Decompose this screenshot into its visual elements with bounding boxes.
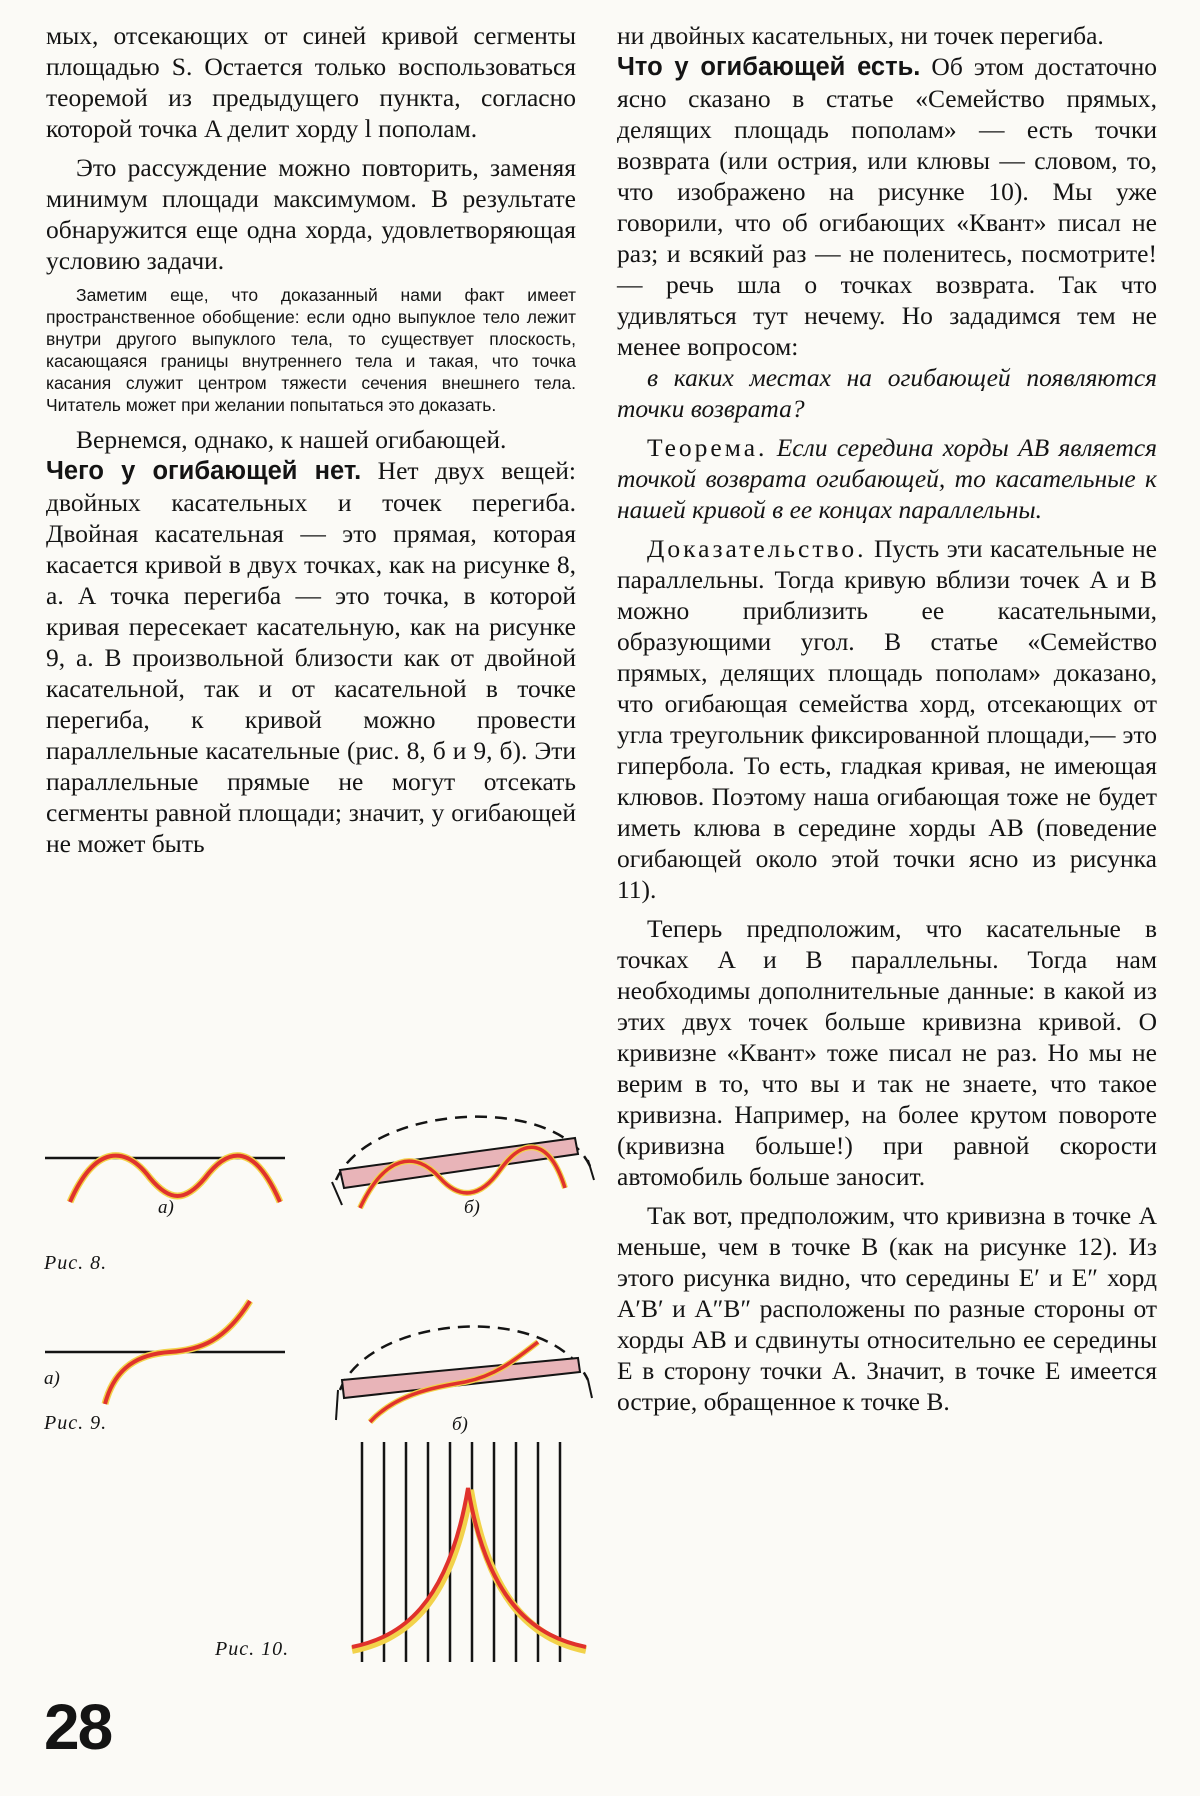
right-paragraph-7: Так вот, предположим, что кривизна в точке A меньше, чем в точке B (как на рисунке 12). Из этого рисунка видно, что середины E′ и E″ хорд A′B′ и A″B″ расположены по разные стороны от хорды AB и сдвинуты относительно ее середины E в сторону точки A. Значит, в точке E имеется острие, обращенное к точке B. bbox=[617, 1201, 1157, 1416]
fig9-a-label: а) bbox=[44, 1368, 60, 1389]
page-number: 28 bbox=[44, 1691, 112, 1763]
right-paragraph-1: ни двойных касательных, ни точек перегиба. bbox=[617, 21, 1104, 50]
fig9-b-label: б) bbox=[452, 1414, 468, 1435]
left-paragraph-2: Это рассуждение можно повторить, заменяя минимум площади максимумом. В результате обнаружится еще одна хорда, удовлетворяющая условию задачи. bbox=[46, 153, 576, 275]
proof-text: Пусть эти касательные не параллельны. Тогда кривую вблизи точек A и B можно приблизить ее касательными, образующими угол. В статье «Семейство прямых, делящих площадь пополам» доказано, что огибающая семейства хорд, отсекающих от угла треугольник фиксированной площади,— это гипербола. То есть, гладкая кривая, не имеющая клювов. Поэтому наша огибающая тоже не будет иметь клюва в середине хорды AB (поведение огибающей около этой точки ясно из рисунка 11). bbox=[617, 534, 1157, 904]
figure-8a bbox=[40, 1140, 300, 1240]
theorem-label: Теорема. bbox=[647, 433, 768, 462]
right-paragraph-2 bbox=[617, 51, 1157, 362]
band bbox=[342, 1358, 580, 1398]
arc-chord bbox=[336, 1390, 338, 1420]
proof-paragraph bbox=[617, 533, 1157, 905]
arc-chord-right bbox=[588, 1380, 592, 1398]
section-heading-no: Чего у огибающей нет. bbox=[46, 457, 362, 485]
theorem-paragraph bbox=[617, 432, 1157, 525]
theorem-text: Если середина хорды AB является точкой возврата огибающей, то касательные к нашей кривой в ее концах параллельны. bbox=[617, 433, 1157, 524]
fig8-caption: Рис. 8. bbox=[44, 1252, 108, 1274]
right-paragraph-2-text: Об этом достаточно ясно сказано в статье «Семейство прямых, делящих площадь пополам» — есть точки возврата (или острия, или клювы — словом, то, что изображено на рисунке 10). Мы уже говорили, что об огибающих «Квант» писал не раз; и всякий раз — не поленитесь, посмотрите! — речь шла о точках возврата. Так что удивляться тут нечему. Но зададимся тем не менее вопросом: bbox=[617, 52, 1157, 361]
right-column bbox=[617, 20, 1157, 1417]
figure-8b bbox=[330, 1110, 595, 1220]
section-heading-yes: Что у огибающей есть. bbox=[617, 53, 921, 81]
figure-9a bbox=[40, 1296, 300, 1406]
fig8-a-label: а) bbox=[158, 1197, 174, 1218]
left-paragraph-1: мых, отсекающих от синей кривой сегменты площадью S. Остается только воспользоваться теоремой из предыдущего пункта, согласно которой точка A делит хорду l пополам. bbox=[46, 21, 576, 143]
arc-chord-right bbox=[588, 1160, 594, 1180]
fig8-b-label: б) bbox=[464, 1197, 480, 1218]
fig10-caption: Рис. 10. bbox=[215, 1638, 290, 1660]
left-column bbox=[46, 20, 576, 859]
left-paragraph-5-text: Нет двух вещей: двойных касательных и точек перегиба. Двойная касательная — это прямая, которая касается кривой в двух точках, как на рисунке 8, а. А точка перегиба — это точка, в которой кривая пересекает касательную, как на рисунке 9, а. В произвольной близости как от двойной касательной, так и от касательной в точке перегиба, к кривой можно провести параллельные касательные (рис. 8, б и 9, б). Эти параллельные прямые не могут отсекать сегменты равной площади; значит, у огибающей не может быть bbox=[46, 456, 576, 858]
vertical-lines bbox=[362, 1442, 560, 1662]
figure-10 bbox=[340, 1440, 595, 1665]
left-paragraph-5 bbox=[46, 455, 576, 859]
arc-chord bbox=[332, 1182, 342, 1205]
cusp-highlight bbox=[352, 1490, 586, 1650]
left-note-paragraph: Заметим еще, что доказанный нами факт имеет пространственное обобщение: если одно выпуклое тело лежит внутри другого выпуклого тела, то существует плоскость, касающаяся границы внутреннего тела и такая, что точка касания служит центром тяжести сечения внешнего тела. Читатель может при желании попытаться это доказать. bbox=[46, 285, 576, 415]
right-paragraph-6: Теперь предположим, что касательные в точках A и B параллельны. Тогда нам необходимы дополнительные данные: в какой из этих двух точек больше кривизна кривой. О кривизне «Квант» тоже писал не раз. Но мы не верим в то, что вы и так не знаете, что такое кривизна. Например, на более крутом повороте (кривизна больше!) при равной скорости автомобиль больше заносит. bbox=[617, 914, 1157, 1191]
question-italic: в каких местах на огибающей появляются точки возврата? bbox=[617, 363, 1157, 423]
fig9-caption: Рис. 9. bbox=[44, 1412, 108, 1434]
proof-label: Доказательство. bbox=[647, 534, 867, 563]
left-paragraph-4: Вернемся, однако, к нашей огибающей. bbox=[76, 425, 507, 454]
figure-9b bbox=[330, 1310, 595, 1430]
